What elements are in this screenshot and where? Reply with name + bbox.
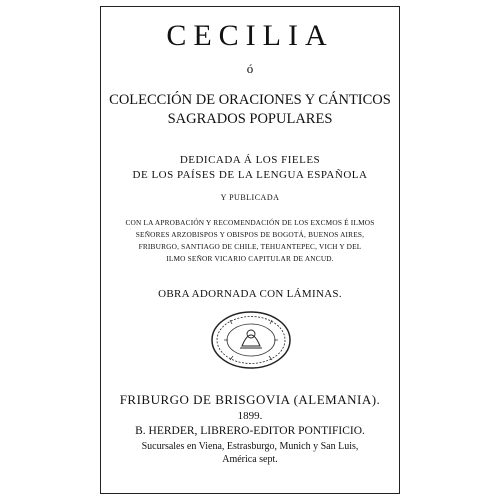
book-title: CECILIA: [166, 19, 334, 52]
publisher-seal-icon: [210, 310, 292, 370]
approval-line-3: FRIBURGO, SANTIAGO DE CHILE, TEHUANTEPEC, VICH Y DEL: [138, 242, 362, 251]
publisher-branches-line-2: América sept.: [222, 454, 278, 465]
dedication-line-1: DEDICADA Á LOS FIELES: [179, 154, 321, 166]
title-page: [100, 6, 400, 494]
published-label: Y PUBLICADA: [220, 193, 280, 202]
publisher-name: B. HERDER, LIBRERO-EDITOR PONTIFICIO.: [135, 425, 365, 437]
dedication-line-2: DE LOS PAÍSES DE LA LENGUA ESPAÑOLA: [132, 169, 368, 181]
adorned-note: OBRA ADORNADA CON LÁMINAS.: [158, 288, 342, 300]
approval-line-4: ILMO SEÑOR VICARIO CAPITULAR DE ANCUD.: [166, 254, 334, 263]
title-conjunction: ó: [246, 61, 254, 76]
publication-year: 1899.: [237, 410, 263, 422]
publisher-branches-line-1: Sucursales en Viena, Estrasburgo, Munich y San Luis,: [141, 441, 359, 452]
approval-line-2: SEÑORES ARZOBISPOS Y OBISPOS DE BOGOTÁ, BUENOS AIRES,: [135, 230, 365, 239]
subtitle-line-2: SAGRADOS POPULARES: [167, 111, 333, 127]
approval-line-1: CON LA APROBACIÓN Y RECOMENDACIÓN DE LOS EXCMOS É ILMOS: [125, 218, 375, 227]
subtitle-line-1: COLECCIÓN DE ORACIONES Y CÁNTICOS: [109, 92, 391, 108]
publisher-place: FRIBURGO DE BRISGOVIA (ALEMANIA).: [119, 392, 381, 407]
